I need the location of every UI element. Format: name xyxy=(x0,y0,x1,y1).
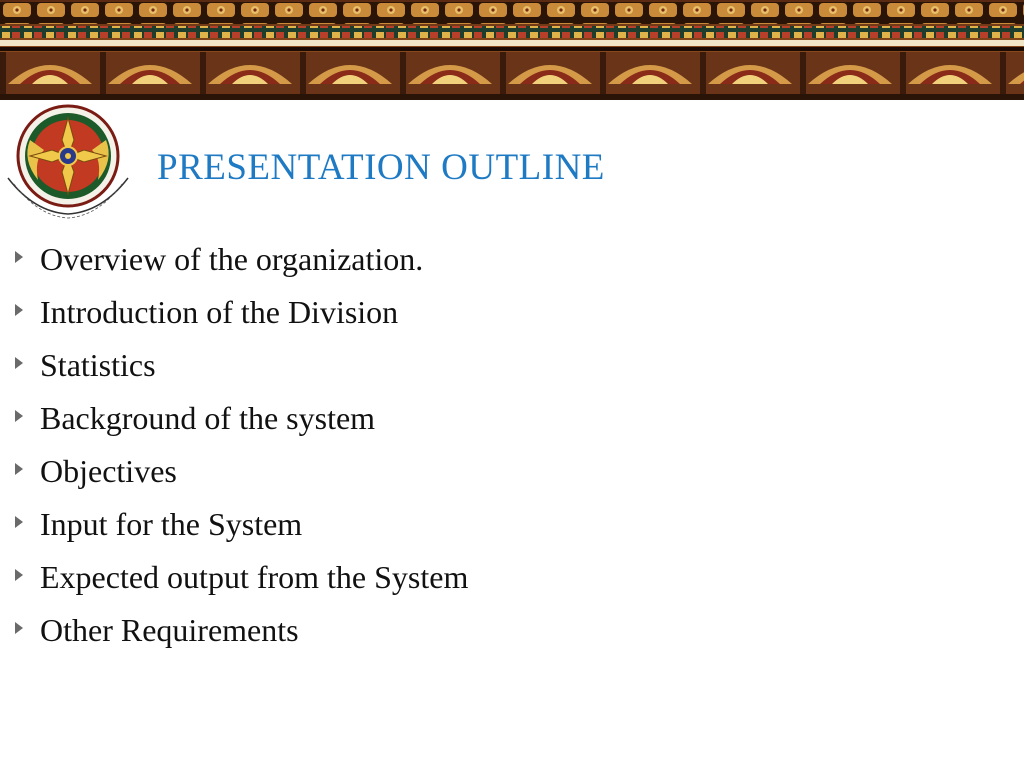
triangle-right-icon xyxy=(14,568,24,582)
list-item-label: Input for the System xyxy=(40,506,303,542)
list-item xyxy=(0,342,468,395)
carved-wood-banner-image xyxy=(0,0,1024,100)
list-item xyxy=(0,607,468,660)
list-item-label: Objectives xyxy=(40,453,177,489)
list-item xyxy=(0,236,468,289)
list-item xyxy=(0,395,468,448)
list-item-label: Other Requirements xyxy=(40,612,299,648)
outline-list xyxy=(0,236,468,660)
list-item-label: Background of the system xyxy=(40,400,376,436)
slide-title: PRESENTATION OUTLINE xyxy=(157,147,605,188)
triangle-right-icon xyxy=(14,303,24,317)
triangle-right-icon xyxy=(14,621,24,635)
triangle-right-icon xyxy=(14,409,24,423)
royal-emblem-icon xyxy=(4,100,134,226)
list-item xyxy=(0,501,468,554)
list-item-label: Introduction of the Division xyxy=(40,294,399,330)
triangle-right-icon xyxy=(14,250,24,264)
triangle-right-icon xyxy=(14,462,24,476)
list-item xyxy=(0,554,468,607)
list-item xyxy=(0,289,468,342)
list-item xyxy=(0,448,468,501)
list-item-label: Overview of the organization. xyxy=(40,241,424,277)
list-item-label: Statistics xyxy=(40,347,156,383)
triangle-right-icon xyxy=(14,356,24,370)
triangle-right-icon xyxy=(14,515,24,529)
list-item-label: Expected output from the System xyxy=(40,559,469,595)
